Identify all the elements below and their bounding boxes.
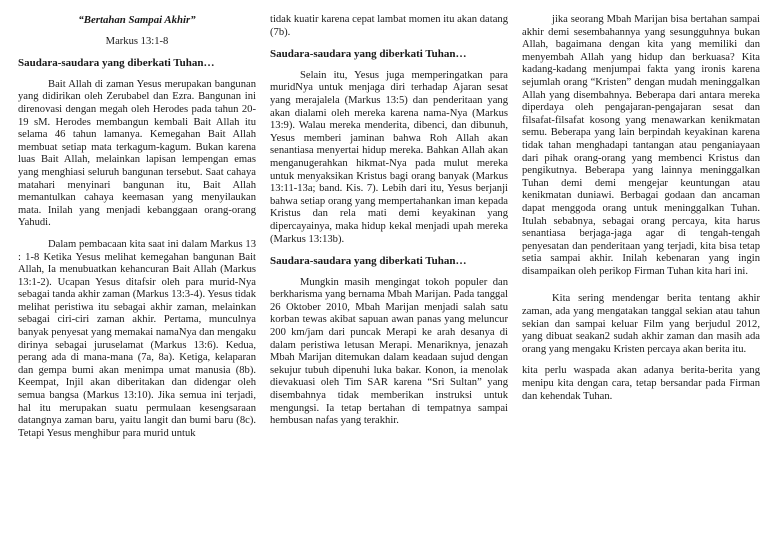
column-2	[270, 14, 508, 543]
column-3	[522, 14, 760, 543]
paragraph: Dalam pembacaan kita saat ini dalam Markus 13 : 1-8 Ketika Yesus melihat kemegahan bangunan Bait Allah, Ia menubuatkan kehancuran Bait Allah (Markus 13:1-2). Ucapan Yesus ditafsir oleh para murid-Nya sebagai tanda akhir zaman (Markus 13:3-4). Yesus tidak melihat peristiwa itu sebagai akhir zaman, melainkan sebagai ciri-ciri zaman akhir. Pertama, munculnya banyak penyesat yang memakai namaNya dan mengaku dirinya sebagai juruselamat (Markus 13:6). Kedua, perang ada di mana-mana (7a, 8a). Ketiga, kelaparan dan gempa bumi akan menimpa umat manusia (8b). Keempat, Injil akan diberitakan dan didengar oleh semua bangsa (Markus 13:10). Jika semua ini terjadi, hal itu merupakan suatu permulaan kesengsaraan datangnya zaman baru, yaitu langit dan bumi baru (8c). Tetapi Yesus menghibur para murid untuk	[18, 238, 257, 439]
section-heading: Saudara-saudara yang diberkati Tuhan…	[18, 57, 215, 70]
paragraph: Mungkin masih mengingat tokoh populer dan berkharisma yang bernama Mbah Marijan. Pada tanggal 26 Oktober 2010, Mbah Marijan menjadi salah satu korban tewas akibat sapuan awan panas yang meluncur 200 km/jam dari puncak Merapi ke arah desanya di dalam peristiwa letusan Merapi. Menariknya, jenazah Mbah Marijan ditemukan dalam keadaan sujud dengan sekujur tubuh dipenuhi luka bakar. Konon, ia menolak dievakuasi oleh Tim SAR karena “Sri Sultan” yang disembahnya tidak memberikan instruksi untuk mengungsi. Ia tetap bertahan di tempatnya sampai hembusan nafas yang terakhir.	[270, 276, 508, 427]
paragraph-continuation: tidak kuatir karena cepat lambat momen itu akan datang (7b).	[270, 14, 508, 38]
document-title: “Bertahan Sampai Akhir”	[78, 14, 196, 26]
section-heading: Saudara-saudara yang diberkati Tuhan…	[270, 255, 467, 268]
section-heading: Saudara-saudara yang diberkati Tuhan…	[270, 48, 467, 61]
paragraph: Bait Allah di zaman Yesus merupakan bangunan yang didirikan oleh Zerubabel dan Ezra. Bangunan ini direnovasi dengan megah oleh Herodes pada tahun 20-19 sM. Herodes membangun kembali Bait Allah itu selama 46 tahun lamanya. Kemegahan Bait Allah membuat setiap mata terkagum-kagum. Bukan karena luas Bait Allah, melainkan lapisan lempengan emas yang menghiasi seluruh bangunan tersebut. Saat cahaya matahari menyinari bangunan itu, Bait Allah memantulkan cahaya keemasan yang menyilaukan mata. Inilah yang menjadi kebanggaan orang-orang Yahudi.	[18, 78, 256, 229]
paragraph: Kita sering mendengar berita tentang akhir zaman, ada yang mengatakan tanggal sekian atau tahun sekian dan sampai keluar Film yang berjudul 2012, yang dibuat seakan2 sudah akhir zaman dan masih ada orang yang mengaku Kristen percaya akan berita itu.	[522, 293, 760, 355]
column-1	[18, 14, 256, 543]
paragraph: jika seorang Mbah Marijan bisa bertahan sampai akhir demi sesembahannya yang sesungguhnya bukan Allah, bagaimana dengan kita yang memiliki dan menyembah Allah yang hidup dan berkuasa? Kita kadang-kadang menjumpai fakta yang ironis karena sejumlah orang “Kristen” dengan mudah meninggalkan Allah yang disembahnya. Beberapa dari antara mereka diperdaya oleh pengajaran-pengajaran sesat dan filsafat-filsafat kosong yang menawarkan kenikmatan semu. Beberapa yang lain berpindah keyakinan karena tidak tahan menghadapi tantangan atau penganiayaan dari pihak orang-orang yang membenci Kristus dan pengikutnya. Beberapa yang lainnya meninggalkan Tuhan demi demi mengejar keuntungan atau kenikmatan duniawi. Berbagai godaan dan ancaman dapat menggoda orang untuk meninggalkan Tuhan. Itulah sebabnya, sebagai orang percaya, kita harus senantiasa berjaga-jaga agar di tengah-tengah penyesatan dan penderitaan yang terjadi, kita bisa tetap setia sampai akhir. Inilah kebenaran yang ingin disampaikan oleh perikop Firman Tuhan kita hari ini.	[522, 14, 760, 277]
paragraph: kita perlu waspada akan adanya berita-berita yang menipu kita dengan cara, tetap bersandar pada Firman dan kehendak Tuhan.	[522, 365, 760, 402]
paragraph: Selain itu, Yesus juga memperingatkan para muridNya untuk menjaga diri terhadap Ajaran sesat yang merajalela (Markus 13:5) dan penderitaan yang akan dialami oleh mereka karena nama-Nya (Markus 13:9). Walau mereka menderita, dibenci, dan dibunuh, Yesus memberi jaminan bahwa Roh Allah akan senantiasa menyertai hidup mereka. Bahkan Allah akan menganugerahkan hikmat-Nya pada mulut mereka untuk menyaksikan Kristus bagi orang banyak (Markus 13:11-13a; band. Kis. 7). Lebih dari itu, Yesus berjanji bahwa setiap orang yang mempertahankan iman kepada Kristus dan rela mati demi keyakinan yang dipercayainya, maka hidup kekal menjadi upah mereka (Markus 13:13b).	[270, 69, 508, 245]
scripture-reference: Markus 13:1-8	[105, 35, 169, 47]
